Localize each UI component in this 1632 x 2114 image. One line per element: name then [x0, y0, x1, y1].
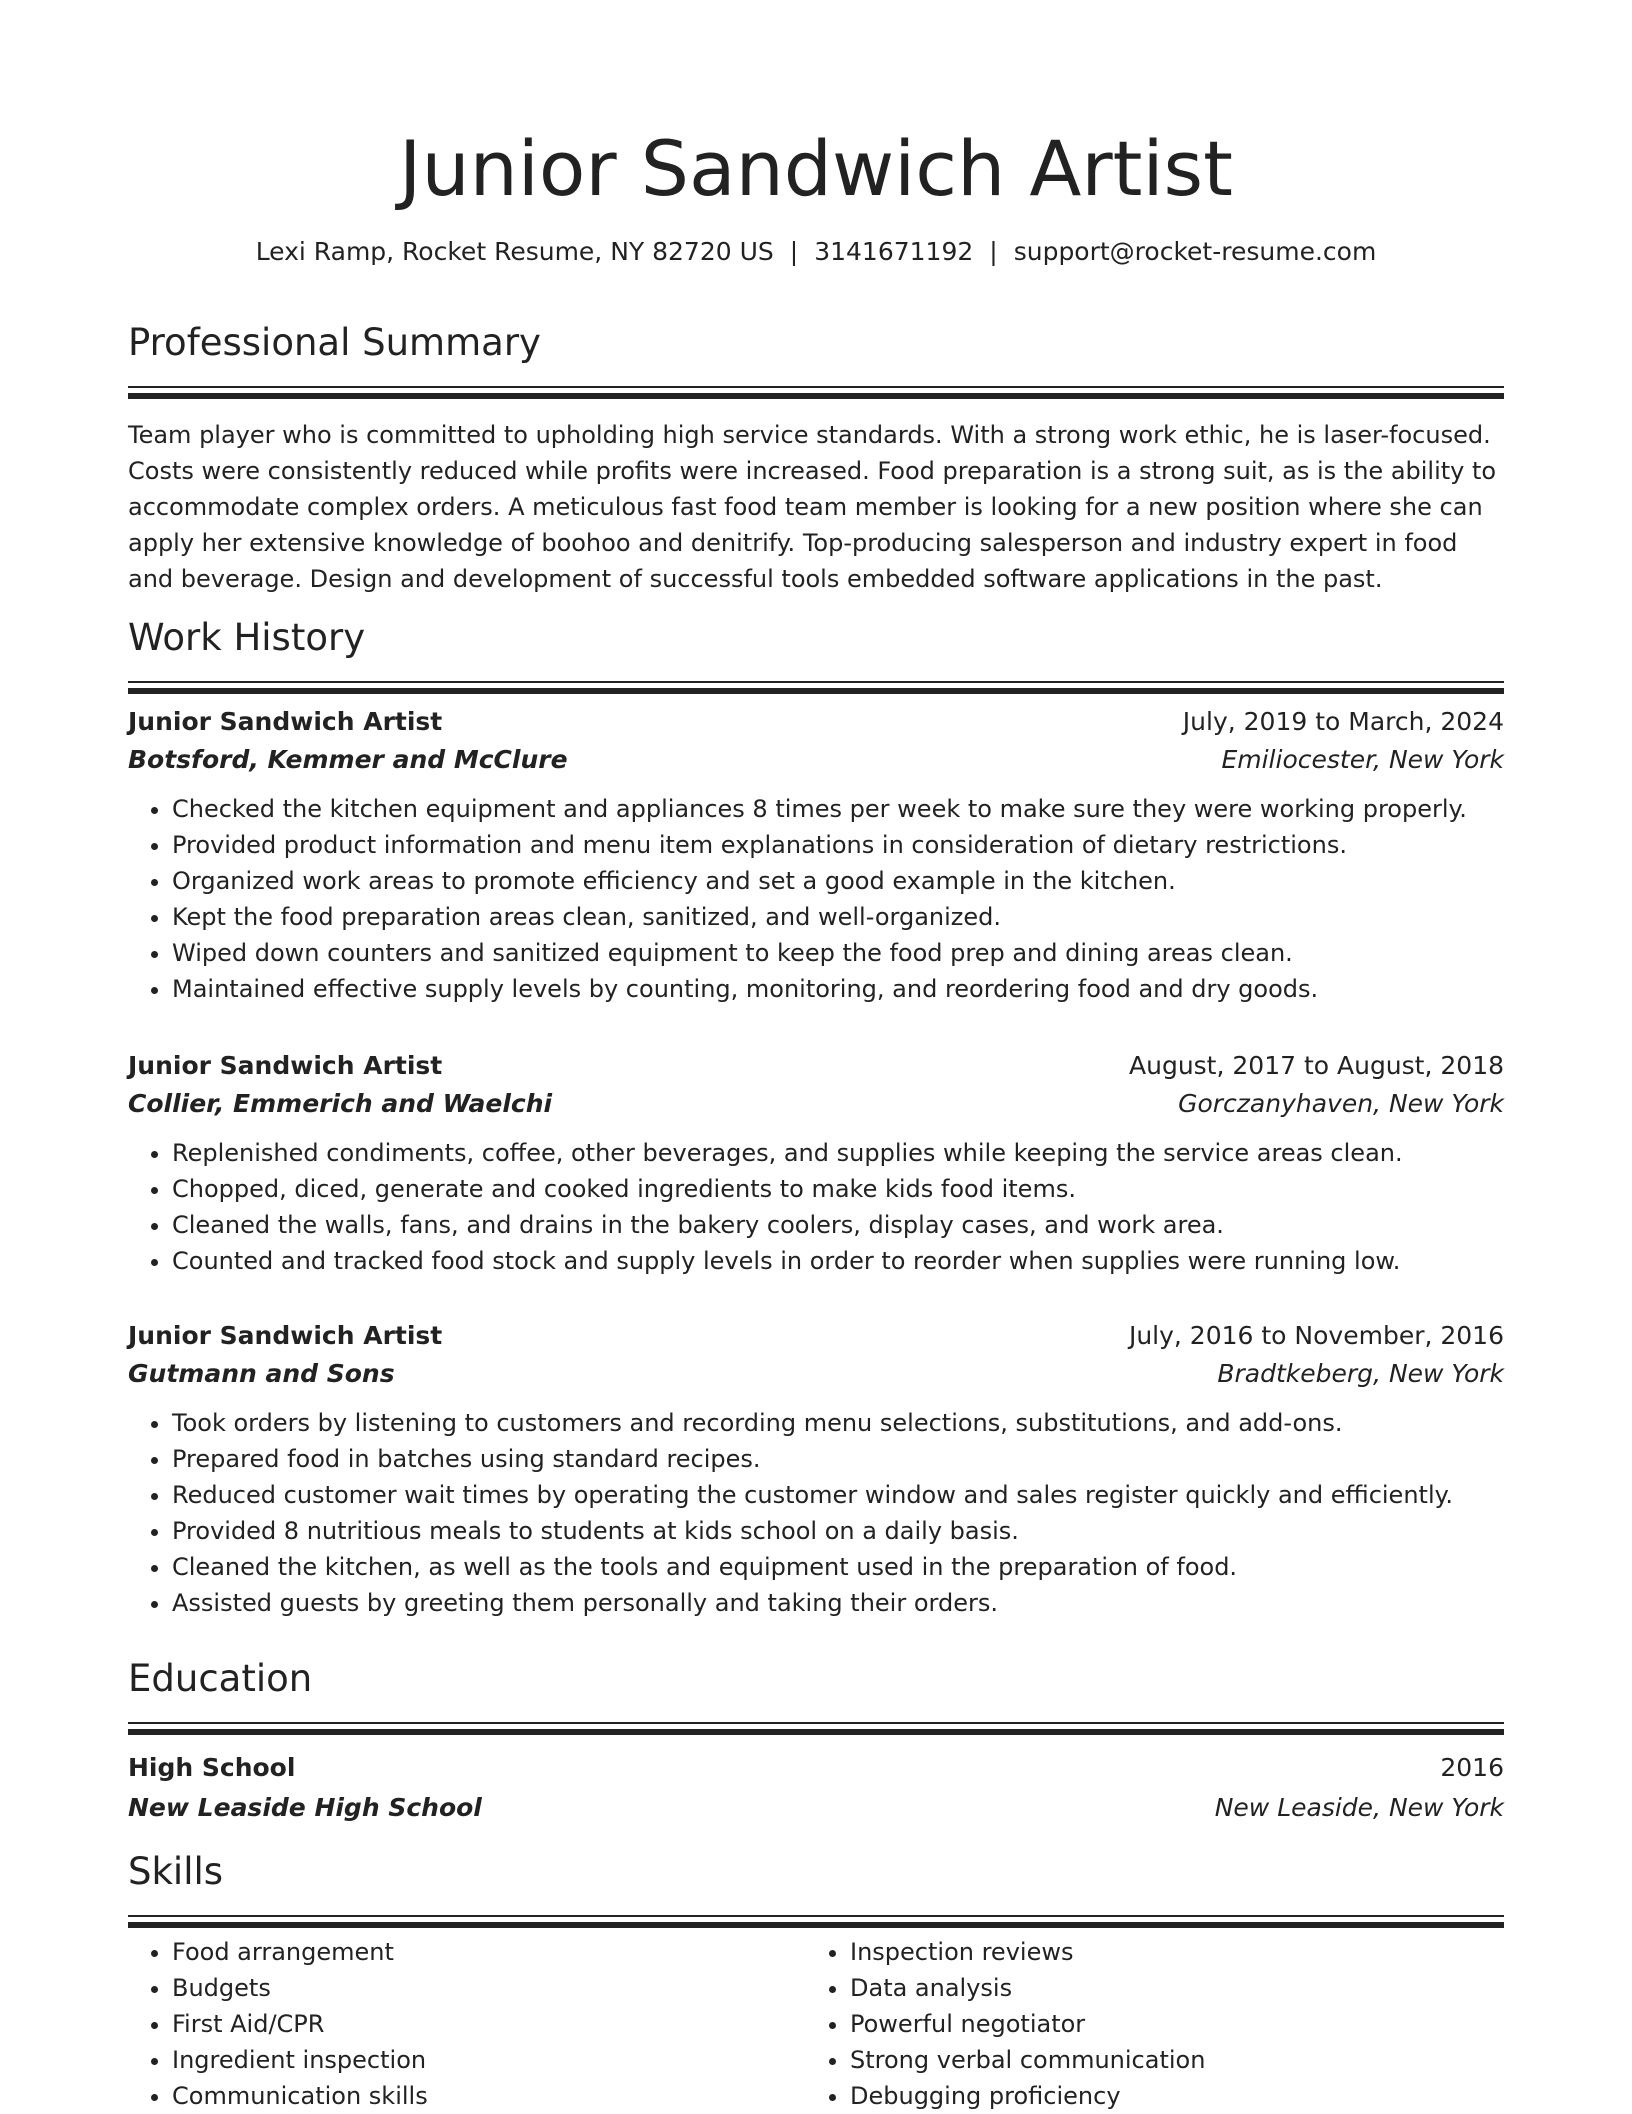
- list-item: • Provided product information and menu item explanations in consideration of dietary restrictions.: [172, 827, 1504, 863]
- job-entry: [128, 703, 1504, 1007]
- skill-item: • Powerful negotiator: [850, 2006, 1484, 2042]
- job-dates: August, 2017 to August, 2018: [1129, 1051, 1504, 1080]
- section-divider: [128, 1915, 1504, 1920]
- contact-email: support@rocket-resume.com: [1013, 237, 1377, 266]
- education-year: 2016: [1440, 1753, 1504, 1782]
- section-heading: Skills: [128, 1850, 224, 1893]
- summary-section: [128, 318, 1504, 597]
- contact-separator: |: [789, 237, 799, 266]
- job-location: Gorczanyhaven, New York: [1178, 1089, 1504, 1118]
- job-bullets: [128, 1405, 1504, 1621]
- list-item: • Wiped down counters and sanitized equipment to keep the food prep and dining areas clean.: [172, 935, 1504, 971]
- section-heading: Work History: [128, 616, 366, 659]
- skills-grid: [128, 1934, 1504, 2114]
- skill-item: • Ingredient inspection: [172, 2042, 806, 2078]
- skill-item: • Debugging proficiency: [850, 2078, 1484, 2114]
- skill-item: • First Aid/CPR: [172, 2006, 806, 2042]
- skill-item: • Inspection reviews: [850, 1934, 1484, 1970]
- work-history-section: [128, 613, 1504, 686]
- skill-item: • Food arrangement: [172, 1934, 806, 1970]
- list-item: • Organized work areas to promote efficiency and set a good example in the kitchen.: [172, 863, 1504, 899]
- job-bullets: [128, 1135, 1504, 1279]
- list-item: • Prepared food in batches using standard recipes.: [172, 1441, 1504, 1477]
- job-dates: July, 2016 to November, 2016: [1128, 1321, 1504, 1350]
- skill-item: • Communication skills: [172, 2078, 806, 2114]
- resume-page: [128, 0, 1504, 2110]
- section-heading: Education: [128, 1657, 313, 1700]
- skill-item: • Budgets: [172, 1970, 806, 2006]
- contact-line: [128, 234, 1504, 270]
- skills-section: [128, 1847, 1504, 2114]
- section-divider: [128, 386, 1504, 391]
- list-item: • Checked the kitchen equipment and appliances 8 times per week to make sure they were working properly.: [172, 791, 1504, 827]
- job-company: Gutmann and Sons: [128, 1359, 395, 1388]
- list-item: • Provided 8 nutritious meals to students at kids school on a daily basis.: [172, 1513, 1504, 1549]
- education-school: New Leaside High School: [128, 1793, 482, 1822]
- list-item: • Assisted guests by greeting them personally and taking their orders.: [172, 1585, 1504, 1621]
- list-item: • Took orders by listening to customers and recording menu selections, substitutions, and add-ons.: [172, 1405, 1504, 1441]
- job-title: Junior Sandwich Artist: [128, 707, 443, 736]
- job-title: Junior Sandwich Artist: [128, 1321, 443, 1350]
- job-dates: July, 2019 to March, 2024: [1182, 707, 1504, 736]
- summary-text: Team player who is committed to upholding high service standards. With a strong work ethic, he is laser-focused. Costs were consistently reduced while profits were increased. Food preparation is a strong suit, as is the ability to accommodate complex orders. A meticulous fast food team member is looking for a new position where she can apply her extensive knowledge of boohoo and denitrify. Top-producing salesperson and industry expert in food and beverage. Design and development of successful tools embedded software applications in the past.: [128, 421, 1497, 593]
- section-heading: Professional Summary: [128, 321, 541, 364]
- education-degree: High School: [128, 1753, 296, 1782]
- list-item: • Counted and tracked food stock and supply levels in order to reorder when supplies were running low.: [172, 1243, 1504, 1279]
- list-item: • Reduced customer wait times by operating the customer window and sales register quickly and efficiently.: [172, 1477, 1504, 1513]
- list-item: • Cleaned the walls, fans, and drains in the bakery coolers, display cases, and work area.: [172, 1207, 1504, 1243]
- skills-column-right: [806, 1934, 1484, 2114]
- education-section: [128, 1654, 1504, 1827]
- education-location: New Leaside, New York: [1214, 1793, 1504, 1822]
- section-divider: [128, 681, 1504, 686]
- job-bullets: [128, 791, 1504, 1007]
- skill-item: • Data analysis: [850, 1970, 1484, 2006]
- job-company: Collier, Emmerich and Waelchi: [128, 1089, 553, 1118]
- job-title: Junior Sandwich Artist: [128, 1051, 443, 1080]
- list-item: • Cleaned the kitchen, as well as the tools and equipment used in the preparation of food.: [172, 1549, 1504, 1585]
- list-item: • Chopped, diced, generate and cooked ingredients to make kids food items.: [172, 1171, 1504, 1207]
- job-company: Botsford, Kemmer and McClure: [128, 745, 568, 774]
- skill-item: • Strong verbal communication: [850, 2042, 1484, 2078]
- job-entry: [128, 1047, 1504, 1279]
- job-entry: [128, 1317, 1504, 1621]
- resume-title: Junior Sandwich Artist: [399, 124, 1233, 213]
- contact-address: Lexi Ramp, Rocket Resume, NY 82720 US: [255, 237, 774, 266]
- contact-separator: |: [989, 237, 998, 266]
- list-item: • Replenished condiments, coffee, other beverages, and supplies while keeping the service areas clean.: [172, 1135, 1504, 1171]
- contact-phone: 3141671192: [814, 237, 974, 266]
- skills-column-left: [128, 1934, 806, 2114]
- job-location: Emiliocester, New York: [1221, 745, 1504, 774]
- job-location: Bradtkeberg, New York: [1217, 1359, 1504, 1388]
- list-item: • Kept the food preparation areas clean, sanitized, and well-organized.: [172, 899, 1504, 935]
- list-item: • Maintained effective supply levels by counting, monitoring, and reordering food and dry goods.: [172, 971, 1504, 1007]
- section-divider: [128, 1722, 1504, 1727]
